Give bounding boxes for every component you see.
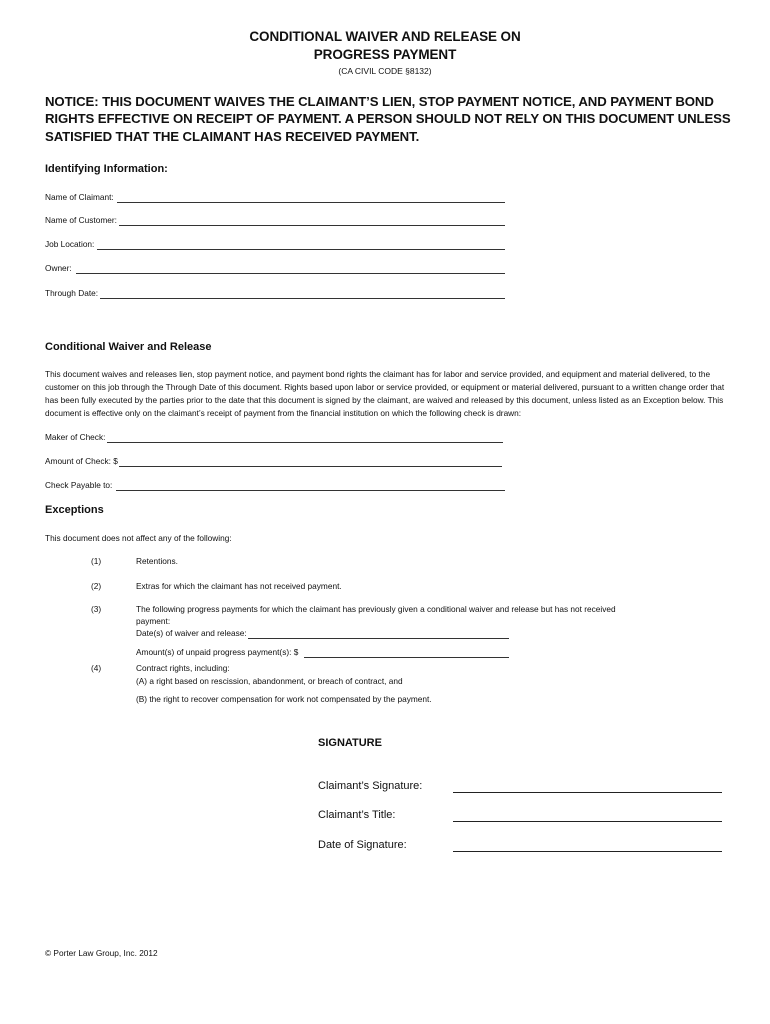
waiver-date-label: Date(s) of waiver and release: [136,628,247,638]
copyright-footer: © Porter Law Group, Inc. 2012 [45,948,158,958]
notice-line-2: RIGHTS EFFECTIVE ON RECEIPT OF PAYMENT. A PERSON SHOULD NOT RELY ON THIS DOCUMENT UNLESS [45,111,731,126]
maker-of-check-field[interactable] [107,442,503,443]
exception-extras: Extras for which the claimant has not received payment. [136,581,342,591]
claimant-title-field[interactable] [453,821,722,822]
customer-name-label: Name of Customer: [45,215,117,225]
document-title-line1: CONDITIONAL WAIVER AND RELEASE ON [249,29,521,44]
notice-line-3: SATISFIED THAT THE CLAIMANT HAS RECEIVED PAYMENT. [45,129,420,144]
notice-line-1: NOTICE: THIS DOCUMENT WAIVES THE CLAIMANT’S LIEN, STOP PAYMENT NOTICE, AND PAYMENT BOND [45,94,714,109]
claimant-title-label: Claimant’s Title: [318,809,396,821]
check-payable-field[interactable] [116,490,505,491]
waiver-paragraph: This document waives and releases lien, stop payment notice, and payment bond rights the claimant has for labor and service provided, and equipment and material delivered, to the customer on this job through the Through Date of this document. Rights based upon labor or service provided, or equipment or material delivered, pursuant to a written change order that has been fully executed by the parties prior to the date that this document is signed by the claimant, are waived and released by this document, unless listed as an Exception below. This document is effective only on the claimant’s receipt of payment from the financial institution on which the following check is drawn: [45,369,725,418]
customer-name-field[interactable] [119,225,505,226]
exception-progress-payments: The following progress payments for which the claimant has previously given a conditional waiver and release but has not received [136,604,616,614]
signature-heading: SIGNATURE [318,737,382,749]
exception-progress-payments-cont: payment: [136,616,171,626]
unpaid-amount-field[interactable] [304,657,509,658]
signature-date-label: Date of Signature: [318,839,407,851]
owner-label: Owner: [45,263,72,273]
claimant-name-label: Name of Claimant: [45,192,114,202]
exception-number: (4) [91,663,102,673]
unpaid-amount-label: Amount(s) of unpaid progress payment(s): $ [136,647,299,657]
exceptions-heading: Exceptions [45,504,104,516]
claimant-signature-field[interactable] [453,792,722,793]
identifying-info-heading: Identifying Information: [45,163,168,175]
waiver-date-field[interactable] [248,638,509,639]
exception-number: (1) [91,556,102,566]
amount-of-check-label: Amount of Check: $ [45,456,118,466]
exception-contract-rights-b: (B) the right to recover compensation for work not compensated by the payment. [136,694,432,704]
exception-retentions: Retentions. [136,556,178,566]
job-location-field[interactable] [97,249,505,250]
claimant-signature-label: Claimant’s Signature: [318,780,423,792]
signature-date-field[interactable] [453,851,722,852]
owner-field[interactable] [76,273,505,274]
exception-number: (2) [91,581,102,591]
exception-contract-rights-a: (A) a right based on rescission, abandonment, or breach of contract, and [136,676,403,686]
maker-of-check-label: Maker of Check: [45,432,106,442]
claimant-name-field[interactable] [117,202,505,203]
exceptions-intro: This document does not affect any of the following: [45,533,232,543]
exception-number: (3) [91,604,102,614]
job-location-label: Job Location: [45,239,95,249]
waiver-heading: Conditional Waiver and Release [45,341,212,353]
document-title-line2: PROGRESS PAYMENT [313,47,457,62]
civil-code-reference: (CA CIVIL CODE §8132) [338,66,432,76]
amount-of-check-field[interactable] [119,466,502,467]
through-date-field[interactable] [100,298,505,299]
exception-contract-rights: Contract rights, including: [136,663,230,673]
check-payable-label: Check Payable to: [45,480,113,490]
through-date-label: Through Date: [45,288,99,298]
